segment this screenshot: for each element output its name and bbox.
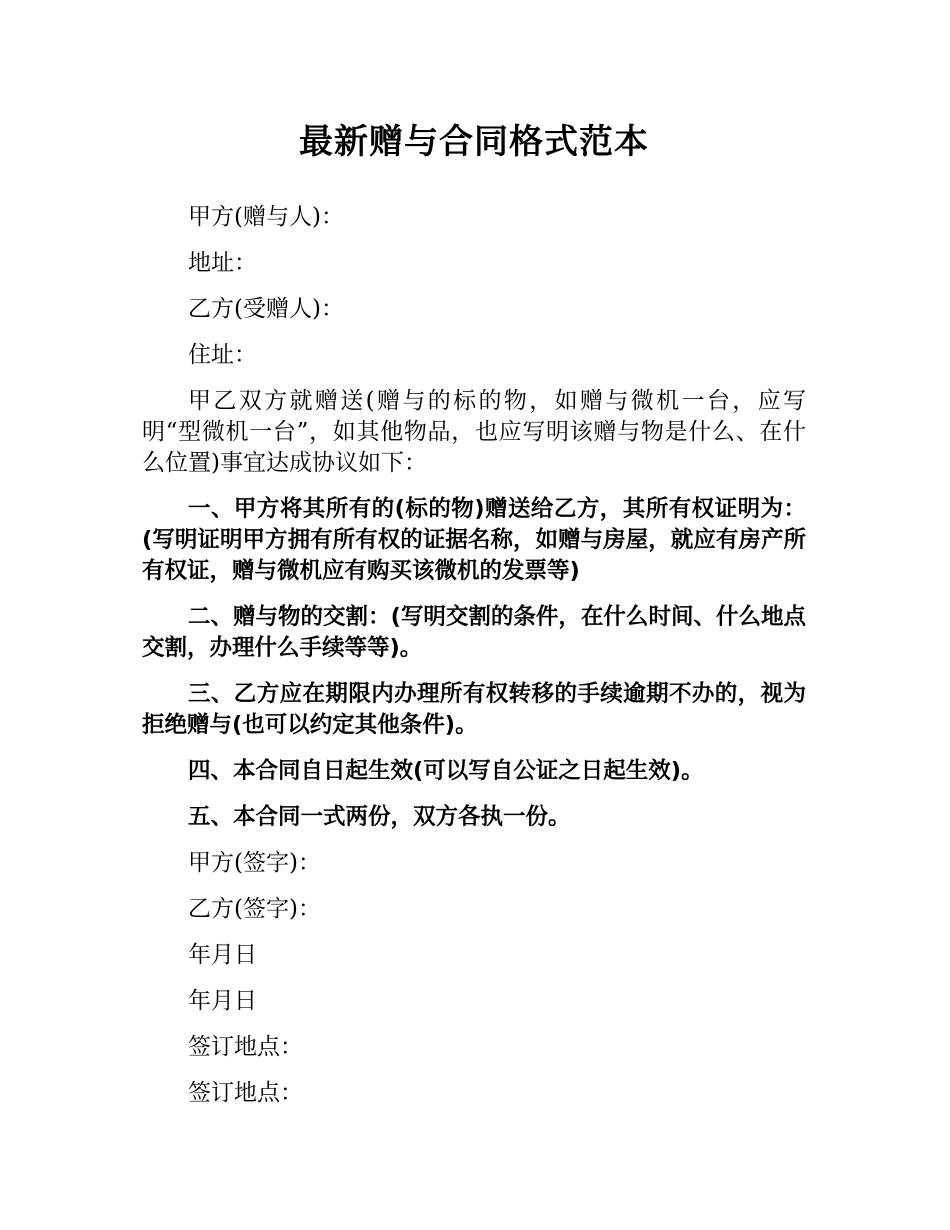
party-a-signature-line: 甲方(签字)： (188, 850, 321, 876)
clause-1: 一、甲方将其所有的(标的物)赠送给乙方，其所有权证明为：(写明证明甲方拥有所有权的证据名称，如赠与房屋，就应有房产所有权证，赠与微机应有购买该微机的发票等) (142, 496, 806, 584)
party-b-donee-line: 乙方(受赠人)： (188, 296, 344, 322)
document-title: 最新赠与合同格式范本 (299, 122, 649, 162)
date-line-1: 年月日 (188, 942, 257, 968)
clause-3: 三、乙方应在期限内办理所有权转移的手续逾期不办的，视为拒绝赠与(也可以约定其他条件)。 (142, 681, 806, 738)
party-b-address-line: 住址： (188, 342, 257, 368)
signing-place-line-2: 签订地点： (188, 1080, 303, 1106)
party-a-address-line: 地址： (188, 250, 257, 276)
agreement-intro-paragraph: 甲乙双方就赠送(赠与的标的物，如赠与微机一台，应写明“型微机一台”，如其他物品，也应写明该赠与物是什么、在什么位置)事宜达成协议如下： (142, 388, 806, 476)
date-line-2: 年月日 (188, 988, 257, 1014)
clause-5: 五、本合同一式两份，双方各执一份。 (188, 804, 571, 830)
clause-2: 二、赠与物的交割：(写明交割的条件，在什么时间、什么地点交割，办理什么手续等等)。 (142, 604, 806, 661)
party-b-signature-line: 乙方(签字)： (188, 896, 321, 922)
clause-4: 四、本合同自日起生效(可以写自公证之日起生效)。 (188, 758, 704, 784)
document-page (142, 118, 806, 1124)
party-a-donor-line: 甲方(赠与人)： (188, 204, 344, 230)
signing-place-line-1: 签订地点： (188, 1034, 303, 1060)
